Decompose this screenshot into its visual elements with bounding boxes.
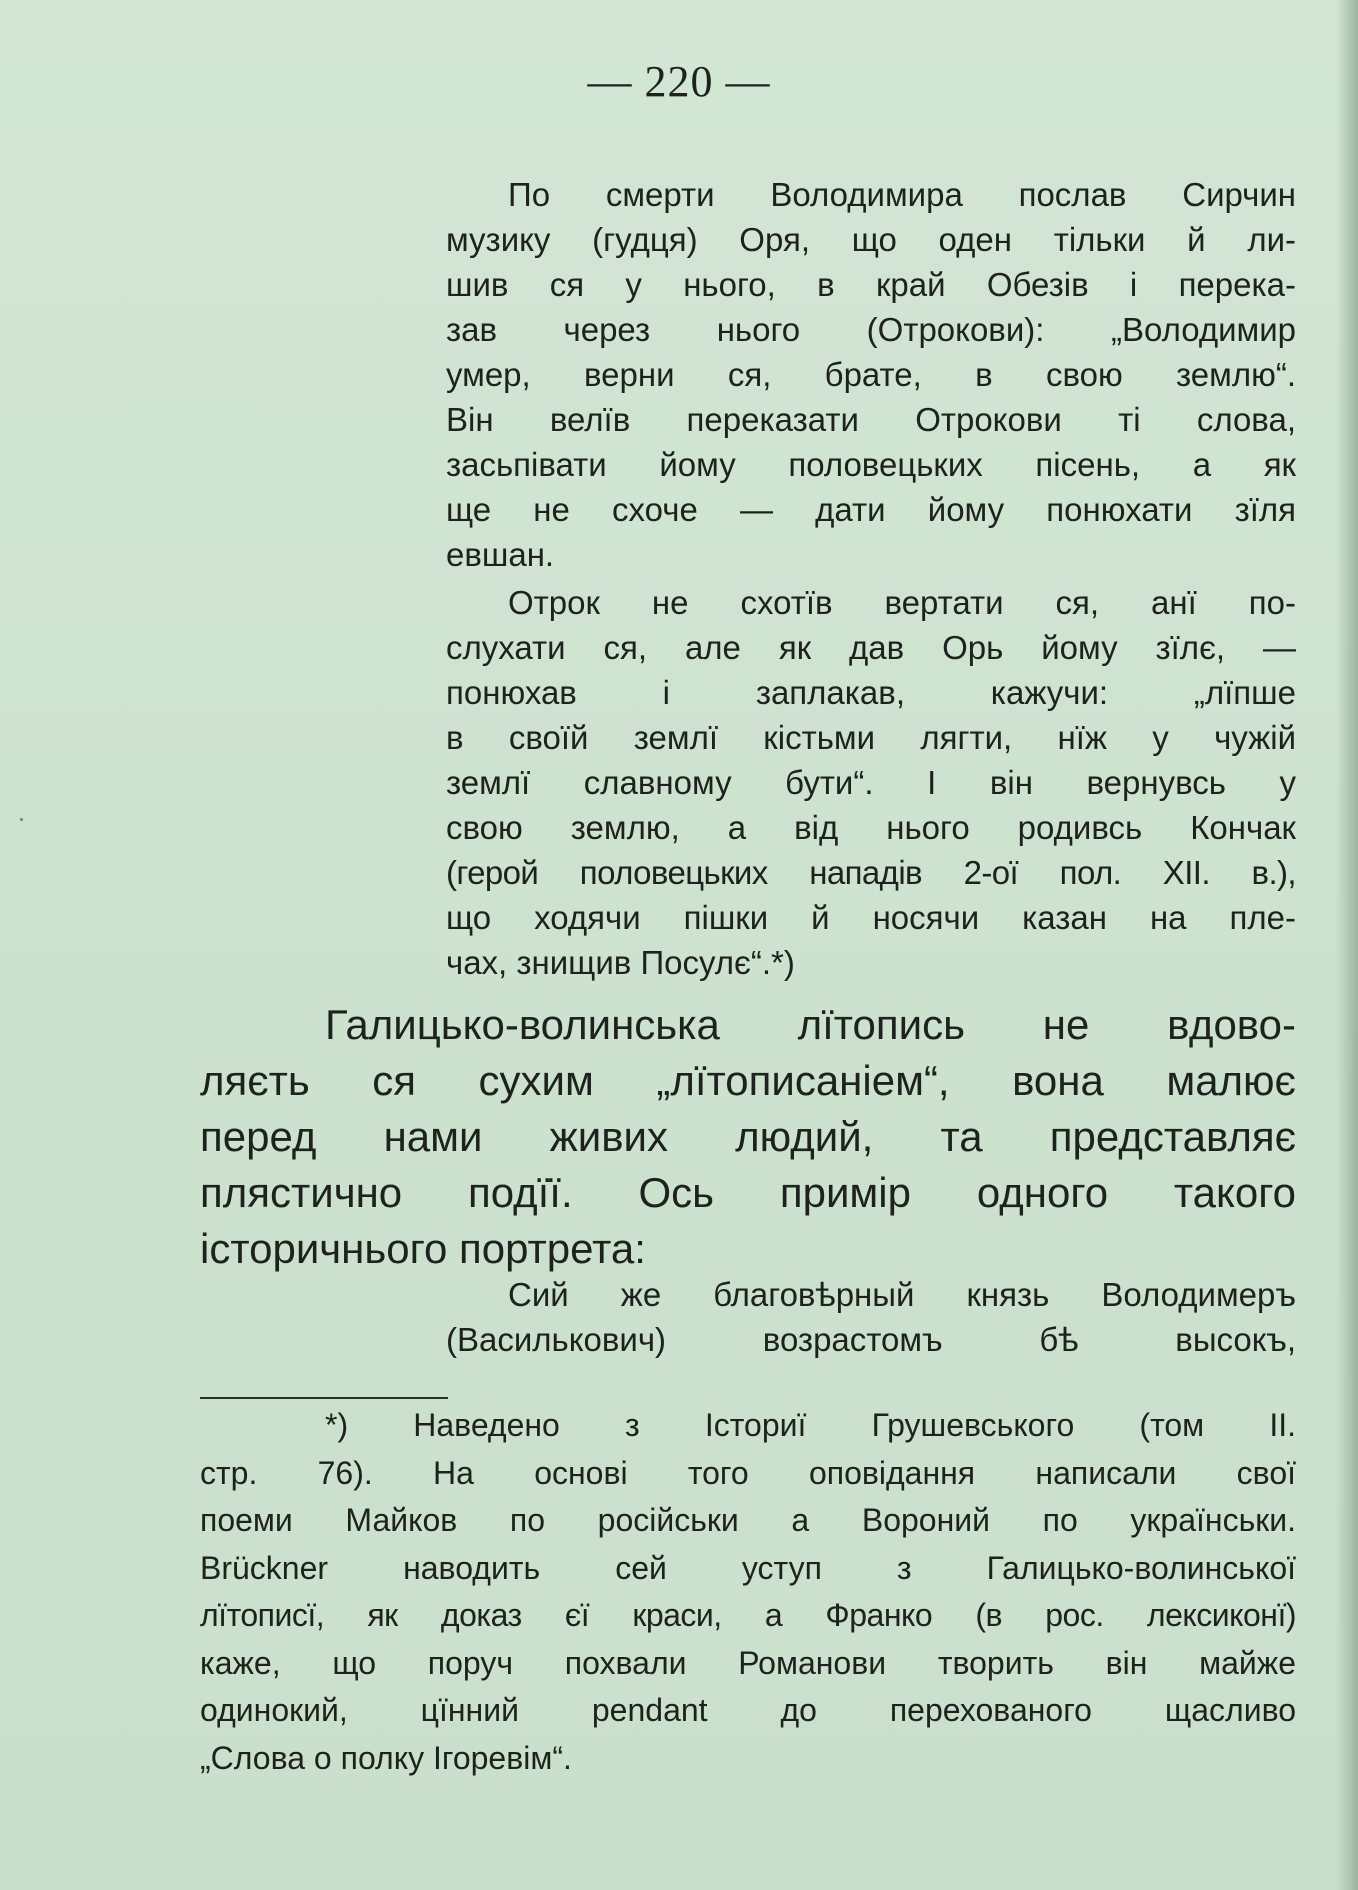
footnote bbox=[200, 1402, 1296, 1782]
text-line: Галицько-волинська лїтопись не вдово- bbox=[325, 1001, 1296, 1048]
quote-paragraph-1 bbox=[446, 172, 1296, 577]
text-line: умер, верни ся, брате, в свою землю“. bbox=[446, 356, 1296, 393]
text-line: Brückner наводить сей уступ з Галицько-волинської bbox=[200, 1549, 1296, 1586]
text-line: плястично подїї. Ось примір одного такого bbox=[200, 1169, 1296, 1216]
main-paragraph bbox=[200, 997, 1296, 1277]
text-line: музику (гудця) Оря, що оден тільки й ли- bbox=[446, 221, 1296, 258]
text-line: одинокий, цїнний pendant до перехованого щасливо bbox=[200, 1692, 1296, 1728]
text-line: свою землю, а від нього родивсь Кончак bbox=[446, 809, 1296, 846]
text-line: „Слова о полку Ігоревім“. bbox=[200, 1739, 572, 1776]
text-line: в своїй землї кістьми лягти, нїж у чужій bbox=[446, 719, 1296, 756]
footnote-divider bbox=[200, 1397, 448, 1399]
text-line: (Василькович) возрастомъ бѣ высокъ, bbox=[446, 1321, 1296, 1358]
text-line: засьпівати йому половецьких пісень, а як bbox=[446, 446, 1296, 483]
page-number: — 220 — bbox=[587, 57, 771, 106]
text-line: Отрок не схотїв вертати ся, анї по- bbox=[508, 584, 1296, 621]
text-line: зав через нього (Отрокови): „Володимир bbox=[446, 311, 1296, 348]
text-line: стр. 76). На основі того оповідання написали свої bbox=[200, 1454, 1296, 1491]
text-line: ще не схоче — дати йому понюхати зїля bbox=[446, 491, 1296, 528]
text-line: ляєть ся сухим „лїтописаніем“, вона малює bbox=[200, 1057, 1296, 1104]
text-line: історичнього портрета: bbox=[200, 1225, 646, 1272]
text-line: землї славному бути“. І він вернувсь у bbox=[446, 764, 1296, 801]
chronicle-quote bbox=[446, 1272, 1296, 1362]
text-line: чах, знищив Посулє“.*) bbox=[446, 944, 795, 981]
text-line: По смерти Володимира послав Сирчин bbox=[508, 176, 1296, 213]
text-line: шив ся у нього, в край Обезів і перека- bbox=[446, 266, 1296, 303]
quote-paragraph-2 bbox=[446, 580, 1296, 985]
text-line: евшан. bbox=[446, 536, 555, 573]
text-line: *) Наведено з Істориї Грушевського (том II. bbox=[325, 1407, 1296, 1443]
text-line: що ходячи пішки й носячи казан на пле- bbox=[446, 899, 1296, 936]
text-line: Він велїв переказати Отрокови ті слова, bbox=[446, 401, 1296, 438]
text-line: (герой половецьких нападів 2-ої пол. XII. в.), bbox=[446, 854, 1296, 891]
text-line: поеми Майков по російськи а Вороний по українськи. bbox=[200, 1502, 1296, 1538]
text-line: каже, що поруч похвали Романови творить він майже bbox=[200, 1644, 1296, 1681]
text-line: понюхав і заплакав, кажучи: „лїпше bbox=[446, 674, 1296, 711]
page-edge-shadow bbox=[1336, 0, 1358, 1890]
text-line: перед нами живих людий, та представляє bbox=[200, 1113, 1296, 1160]
print-speck bbox=[20, 818, 23, 821]
text-line: слухати ся, але як дав Орь йому зїлє, — bbox=[446, 629, 1296, 666]
text-line: лїтописї, як доказ єї краси, а Франко (в рос. лексиконї) bbox=[200, 1597, 1296, 1633]
text-line: Сий же благовѣрный князь Володимеръ bbox=[508, 1276, 1296, 1313]
